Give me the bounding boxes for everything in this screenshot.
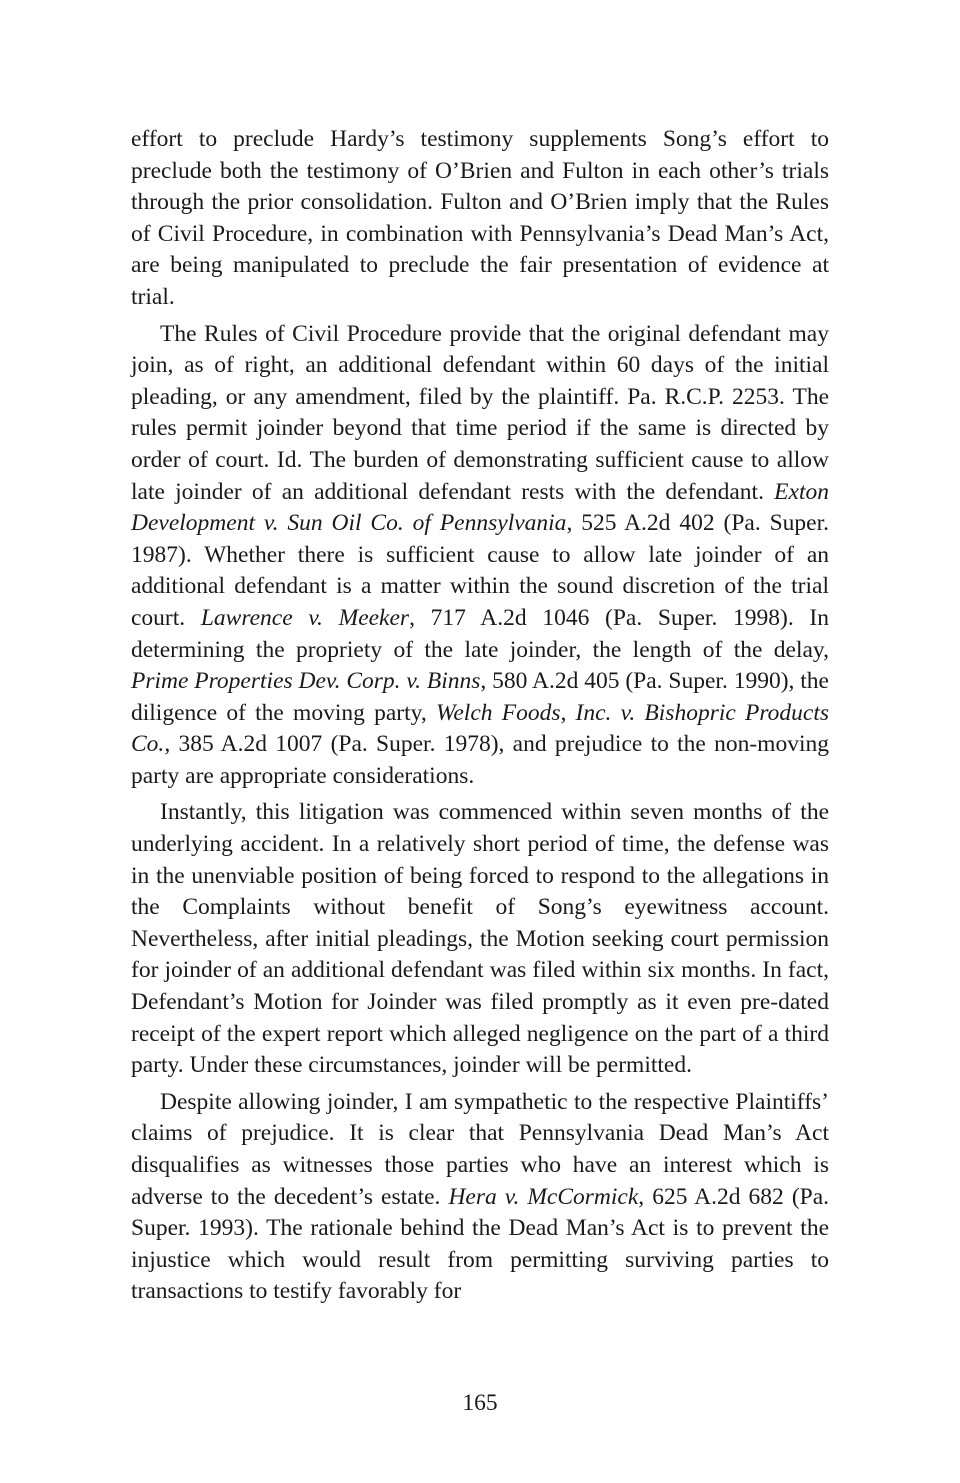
case-citation: Exton Development v. Sun Oil Co. of Pennsylvania xyxy=(131,478,829,537)
paragraph-list xyxy=(131,124,829,1308)
document-body xyxy=(131,124,829,1313)
case-citation: Welch Foods, Inc. v. Bishopric Products Co. xyxy=(131,699,830,758)
paragraph-text: , 580 A.2d 405 (Pa. Super. 1990), the diligence of the moving party, xyxy=(131,668,829,726)
paragraph-text: effort to preclude Hardy’s testimony supplements Song’s effort to preclude both the testimony of O’Brien and Fulton in each other’s trials through the prior consolidation. Fulton and O’Brien imply that the Rules of Civil Procedure, in combination with Pennsylvania’s Dead Man’s Act, are being manipulated to preclude the fair presentation of evidence at trial. xyxy=(131,126,829,310)
paragraph-text: , 717 A.2d 1046 (Pa. Super. 1998). In determining the propriety of the late joinder, the length of the delay, xyxy=(131,604,829,663)
paragraph xyxy=(131,797,829,1081)
paragraph xyxy=(131,1087,829,1308)
page-number: 165 xyxy=(462,1390,498,1416)
paragraph xyxy=(131,124,829,314)
paragraph-text: The Rules of Civil Procedure provide that the original defendant may join, as of right, an additional defendant within 60 days of the initial pleading, or any amendment, filed by the plaintiff. Pa. R.C.P. 2253. The rules permit joinder beyond that time period if the same is directed by order of court. Id. The burden of demonstrating sufficient cause to allow late joinder of an additional defendant rests with the defendant. xyxy=(131,320,829,505)
paragraph-text: Despite allowing joinder, I am sympathetic to the respective Plaintiffs’ claims of prejudice. It is clear that Pennsylvania Dead Man’s Act disqualifies as witnesses those parties who have an interest which is adverse to the decedent’s estate. xyxy=(131,1088,829,1210)
paragraph xyxy=(131,319,829,793)
case-citation: Lawrence v. Meeker xyxy=(200,604,410,631)
paragraph-text: , 525 A.2d 402 (Pa. Super. 1987). Whether there is sufficient cause to allow late joinder of an additional defendant is a matter within the sound discretion of the trial court. xyxy=(131,510,829,631)
case-citation: Prime Properties Dev. Corp. v. Binns xyxy=(131,668,481,695)
paragraph-text: , 625 A.2d 682 (Pa. Super. 1993). The rationale behind the Dead Man’s Act is to prevent the injustice which would result from permitting surviving parties to transactions to testify favorably for xyxy=(131,1183,830,1305)
paragraph-text: , 385 A.2d 1007 (Pa. Super. 1978), and prejudice to the non-moving party are appropriate considerations. xyxy=(131,731,829,789)
paragraph-text: Instantly, this litigation was commenced within seven months of the underlying accident. In a relatively short period of time, the defense was in the unenviable position of being forced to respond to the allegations in the Complaints without benefit of Song’s eyewitness account. Nevertheless, after initial pleadings, the Motion seeking court permission for joinder of an additional defendant was filed within six months. In fact, Defendant’s Motion for Joinder was filed promptly as it even pre-dated receipt of the expert report which alleged negligence on the part of a third party. Under these circumstances, joinder will be permitted. xyxy=(131,799,829,1079)
case-citation: Hera v. McCormick xyxy=(448,1183,639,1210)
